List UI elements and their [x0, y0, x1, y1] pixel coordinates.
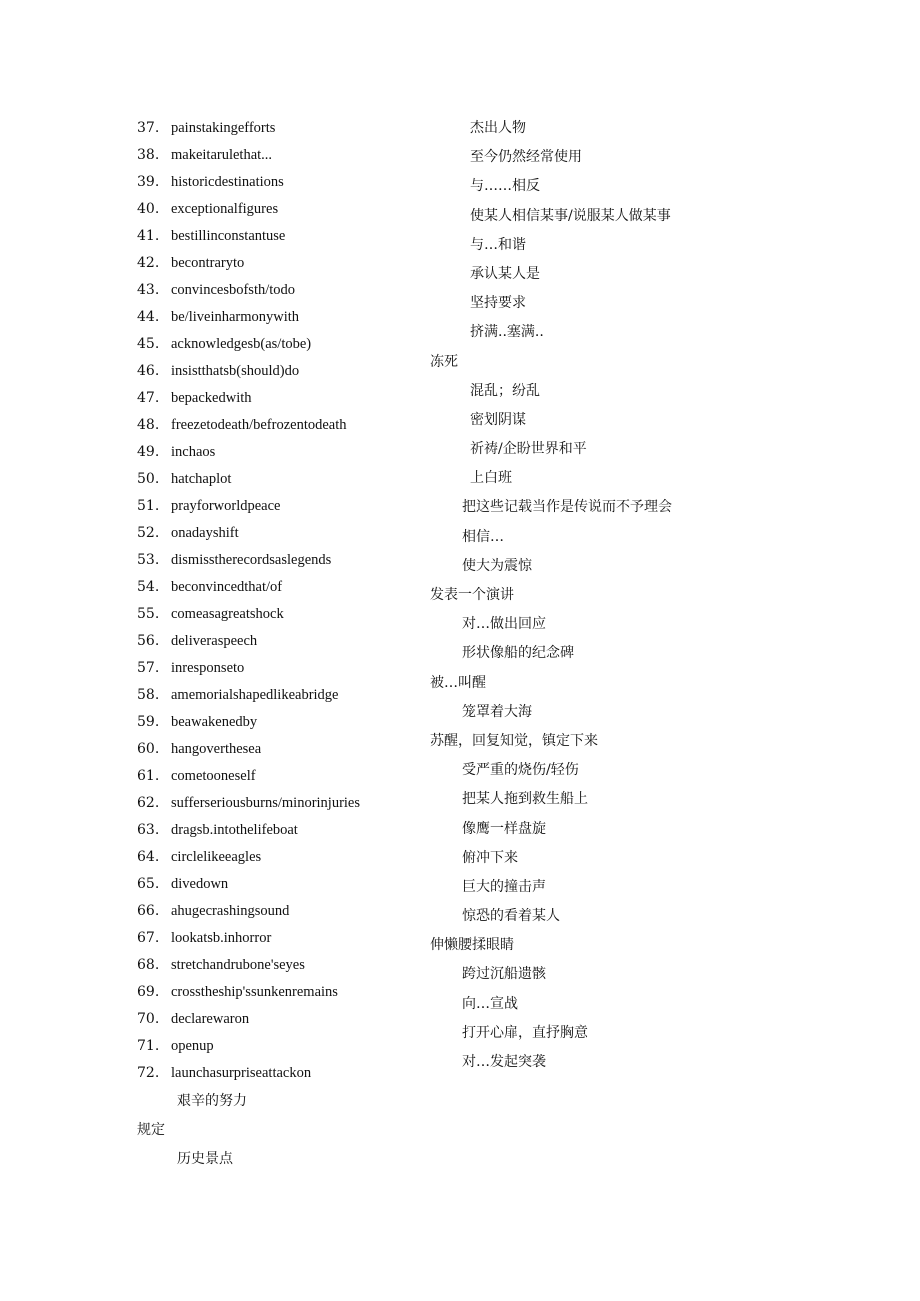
phrase-text: openup — [171, 1038, 214, 1054]
phrase-text: cometooneself — [171, 768, 256, 784]
phrase-row — [137, 145, 437, 172]
phrase-text: historicdestinations — [171, 174, 284, 190]
phrase-number: 66. — [137, 903, 160, 919]
phrase-row — [137, 685, 437, 712]
translation-line: 发表一个演讲 — [430, 587, 514, 603]
translation-line: 混乱；纷乱 — [470, 382, 540, 399]
translation-line: 打开心扉，直抒胸意 — [462, 1024, 588, 1041]
phrase-list — [137, 118, 437, 1090]
phrase-row — [137, 604, 437, 631]
translation-line: 笼罩着大海 — [462, 703, 532, 720]
phrase-number: 67. — [137, 930, 160, 946]
translation-line: 规定 — [137, 1122, 165, 1139]
phrase-text: insistthatsb(should)do — [171, 363, 300, 379]
phrase-number: 65. — [137, 876, 160, 892]
phrase-row — [137, 1036, 437, 1063]
phrase-text: prayforworldpeace — [171, 498, 281, 514]
phrase-row — [137, 577, 437, 604]
phrase-number: 52. — [137, 525, 160, 541]
phrase-row — [137, 874, 437, 901]
translation-line: 密划阴谋 — [470, 411, 526, 428]
phrase-text: beawakenedby — [171, 714, 258, 730]
phrase-number: 38. — [137, 147, 160, 163]
phrase-row — [137, 226, 437, 253]
phrase-number: 70. — [137, 1011, 160, 1027]
phrase-number: 50. — [137, 471, 160, 487]
phrase-text: hatchaplot — [171, 471, 232, 487]
phrase-text: deliveraspeech — [171, 633, 258, 649]
translation-line: 冻死 — [430, 353, 458, 370]
phrase-row — [137, 388, 437, 415]
phrase-number: 41. — [137, 228, 160, 244]
phrase-number: 60. — [137, 741, 160, 757]
phrase-text: comeasagreatshock — [171, 606, 284, 622]
phrase-text: divedown — [171, 876, 229, 892]
phrase-row — [137, 496, 437, 523]
phrase-text: be/liveinharmonywith — [171, 309, 300, 325]
translation-line: 挤满..塞满.. — [470, 324, 544, 341]
phrase-row — [137, 631, 437, 658]
phrase-number: 69. — [137, 984, 160, 1000]
phrase-text: convincesbofsth/todo — [171, 282, 296, 298]
translation-line: 至今仍然经常使用 — [470, 149, 582, 166]
translation-line: 对…发起突袭 — [462, 1054, 546, 1070]
phrase-row — [137, 361, 437, 388]
right-translation-list — [430, 118, 900, 1081]
phrase-number: 51. — [137, 498, 160, 514]
translation-line: 向…宣战 — [462, 995, 518, 1012]
chinese-translation-column — [430, 118, 900, 1081]
phrase-number: 63. — [137, 822, 160, 838]
phrase-number: 64. — [137, 849, 160, 865]
phrase-number: 68. — [137, 957, 160, 973]
translation-line: 把某人拖到救生船上 — [462, 791, 588, 808]
phrase-row — [137, 712, 437, 739]
translation-line: 苏醒，回复知觉，镇定下来 — [430, 732, 598, 749]
phrase-number: 43. — [137, 282, 160, 298]
phrase-number: 46. — [137, 363, 160, 379]
phrase-row — [137, 982, 437, 1009]
phrase-row — [137, 334, 437, 361]
translation-line: 坚持要求 — [470, 295, 526, 312]
phrase-row — [137, 253, 437, 280]
translation-line: 对…做出回应 — [462, 616, 546, 633]
phrase-row — [137, 1063, 437, 1090]
phrase-row — [137, 820, 437, 847]
phrase-text: bepackedwith — [171, 390, 252, 406]
phrase-row — [137, 928, 437, 955]
phrase-number: 57. — [137, 660, 160, 676]
phrase-number: 47. — [137, 390, 160, 406]
translation-line: 艰辛的努力 — [177, 1093, 247, 1109]
phrase-text: launchasurpriseattackon — [171, 1065, 312, 1081]
phrase-number: 54. — [137, 579, 160, 595]
phrase-number: 55. — [137, 606, 160, 622]
translation-line: 与…和谐 — [470, 236, 526, 253]
phrase-row — [137, 172, 437, 199]
translation-line: 把这些记载当作是传说而不予理会 — [462, 499, 672, 516]
translation-line: 杰出人物 — [470, 120, 526, 136]
phrase-text: acknowledgesb(as/tobe) — [171, 336, 312, 352]
phrase-row — [137, 550, 437, 577]
phrase-number: 45. — [137, 336, 160, 352]
phrase-row — [137, 739, 437, 766]
phrase-number: 42. — [137, 255, 160, 271]
phrase-row — [137, 1009, 437, 1036]
translation-line: 伸懒腰揉眼睛 — [430, 937, 514, 954]
phrase-text: makeitarulethat... — [171, 147, 273, 163]
phrase-text: amemorialshapedlikeabridge — [171, 687, 339, 703]
phrase-text: painstakingefforts — [171, 120, 276, 136]
phrase-row — [137, 280, 437, 307]
phrase-number: 59. — [137, 714, 160, 730]
phrase-text: lookatsb.inhorror — [171, 930, 272, 946]
phrase-row — [137, 793, 437, 820]
phrase-row — [137, 442, 437, 469]
phrase-number: 56. — [137, 633, 160, 649]
phrase-row — [137, 766, 437, 793]
translation-line: 惊恐的看着某人 — [462, 908, 560, 925]
translation-line: 祈祷/企盼世界和平 — [470, 441, 587, 458]
phrase-number: 49. — [137, 444, 160, 460]
phrase-text: inresponseto — [171, 660, 245, 676]
phrase-number: 58. — [137, 687, 160, 703]
translation-line: 被…叫醒 — [430, 674, 486, 691]
phrase-row — [137, 415, 437, 442]
translation-line: 上白班 — [470, 470, 512, 487]
phrase-text: becontraryto — [171, 255, 245, 271]
phrase-text: exceptionalfigures — [171, 201, 279, 217]
phrase-row — [137, 118, 437, 145]
translation-line: 使某人相信某事/说服某人做某事 — [470, 207, 671, 224]
translation-line: 受严重的烧伤/轻伤 — [462, 762, 579, 779]
phrase-row — [137, 523, 437, 550]
translation-line: 跨过沉船遗骸 — [462, 966, 546, 983]
translation-line: 俯冲下来 — [462, 849, 518, 866]
translation-line: 像鹰一样盘旋 — [462, 820, 546, 837]
translation-line: 使大为震惊 — [462, 557, 532, 574]
phrase-number: 53. — [137, 552, 160, 568]
phrase-number: 39. — [137, 174, 160, 190]
phrase-text: circlelikeeagles — [171, 849, 262, 865]
phrase-text: sufferseriousburns/minorinjuries — [171, 795, 361, 811]
phrase-text: bestillinconstantuse — [171, 228, 286, 244]
phrase-text: inchaos — [171, 444, 216, 460]
phrase-text: stretchandrubone'seyes — [171, 957, 305, 973]
phrase-number: 62. — [137, 795, 160, 811]
phrase-text: onadayshift — [171, 525, 239, 541]
phrase-number: 44. — [137, 309, 160, 325]
translation-line: 形状像船的纪念碑 — [462, 645, 574, 662]
phrase-text: dragsb.intothelifeboat — [171, 822, 298, 838]
phrase-text: dismisstherecordsaslegends — [171, 552, 332, 568]
phrase-row — [137, 658, 437, 685]
phrase-text: ahugecrashingsound — [171, 903, 290, 919]
phrase-text: declarewaron — [171, 1011, 250, 1027]
translation-line: 相信… — [462, 528, 504, 545]
translation-line: 承认某人是 — [470, 265, 540, 282]
phrase-row — [137, 901, 437, 928]
phrase-number: 37. — [137, 120, 160, 136]
phrase-row — [137, 469, 437, 496]
phrase-text: crosstheship'ssunkenremains — [171, 984, 338, 1000]
phrase-number: 48. — [137, 417, 160, 433]
translation-line: 历史景点 — [177, 1151, 233, 1168]
phrase-row — [137, 847, 437, 874]
english-phrase-column — [137, 118, 437, 1179]
phrase-row — [137, 955, 437, 982]
translation-line: 与……相反 — [470, 178, 540, 195]
translation-line: 巨大的撞击声 — [462, 878, 546, 895]
phrase-number: 40. — [137, 201, 160, 217]
phrase-row — [137, 307, 437, 334]
phrase-number: 61. — [137, 768, 160, 784]
phrase-text: beconvincedthat/of — [171, 579, 283, 595]
phrase-row — [137, 199, 437, 226]
phrase-number: 72. — [137, 1065, 160, 1081]
phrase-text: freezetodeath/befrozentodeath — [171, 417, 347, 433]
phrase-text: hangoverthesea — [171, 741, 262, 757]
left-translation-list — [137, 1091, 437, 1179]
phrase-number: 71. — [137, 1038, 160, 1054]
